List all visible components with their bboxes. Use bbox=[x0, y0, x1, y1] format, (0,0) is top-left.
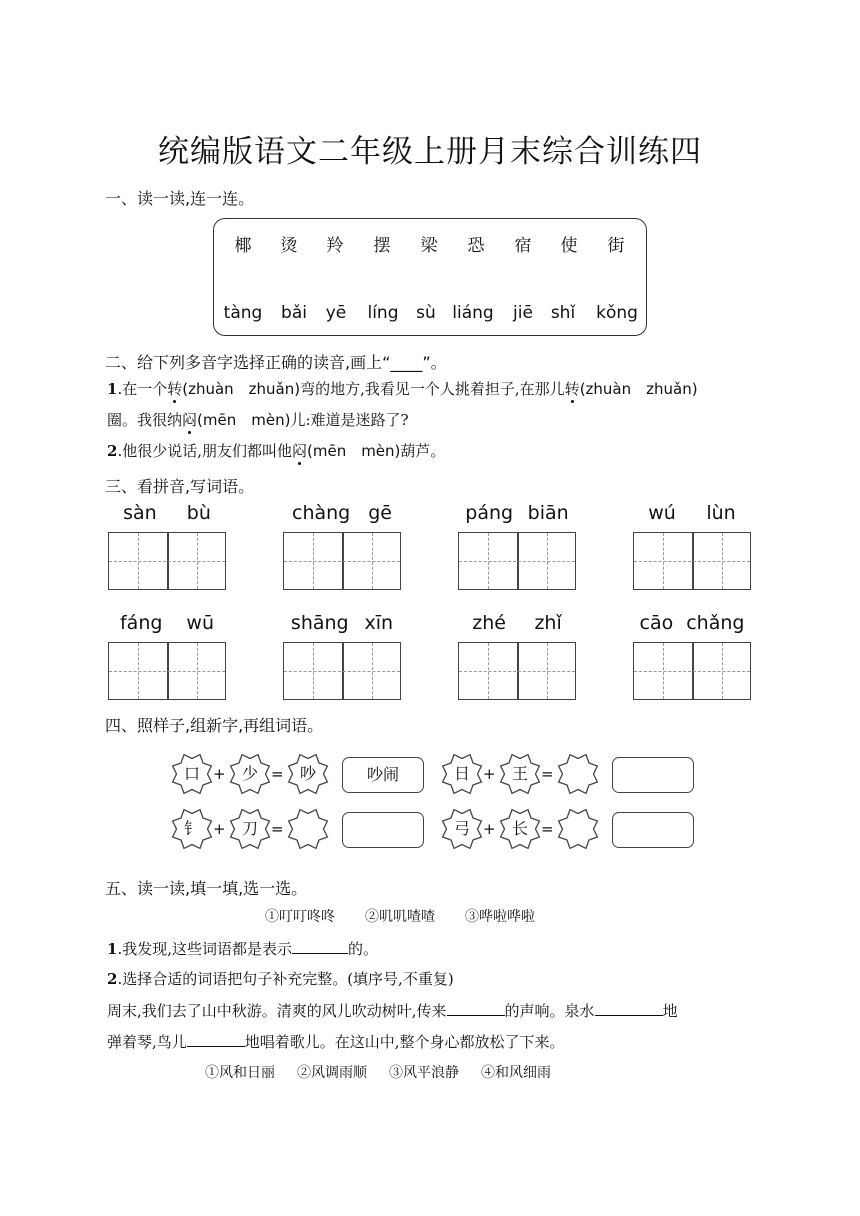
pinyin-options[interactable]: (zhuàn zhuǎn) bbox=[579, 380, 698, 398]
question-number: 1 bbox=[107, 940, 118, 958]
syllable: biān bbox=[527, 502, 569, 524]
syllable: fáng bbox=[119, 612, 163, 634]
option: ③风平浪静 bbox=[389, 1065, 459, 1081]
answer-blank[interactable] bbox=[595, 1001, 663, 1016]
star-char-box[interactable] bbox=[499, 808, 541, 850]
text: 葫芦。 bbox=[400, 442, 446, 460]
pinyin-label bbox=[108, 612, 226, 634]
answer-blank[interactable] bbox=[447, 1001, 505, 1016]
star-char bbox=[557, 753, 599, 795]
writing-grid[interactable] bbox=[633, 642, 751, 700]
writing-grid[interactable] bbox=[633, 532, 751, 590]
pinyin-options[interactable]: (mēn mèn) bbox=[197, 411, 291, 429]
hanzi-char[interactable]: 街 bbox=[607, 236, 625, 256]
section3-heading: 三、看拼音,写词语。 bbox=[105, 477, 255, 496]
pinyin-item[interactable]: shǐ bbox=[550, 303, 576, 323]
text: .在一个 bbox=[117, 380, 168, 398]
syllable: xīn bbox=[364, 612, 394, 634]
hanzi-char[interactable]: 宿 bbox=[514, 236, 532, 256]
question-2-1-cont bbox=[107, 409, 409, 430]
hanzi-char[interactable]: 梁 bbox=[420, 236, 438, 256]
syllable: chǎng bbox=[686, 612, 745, 634]
text: 的。 bbox=[347, 940, 378, 958]
question-number: 2 bbox=[107, 970, 118, 988]
syllable: gē bbox=[368, 502, 392, 524]
star-char-box[interactable] bbox=[287, 753, 329, 795]
matching-box bbox=[213, 218, 647, 336]
hanzi-char[interactable]: 椰 bbox=[234, 236, 252, 256]
question-5-2 bbox=[107, 968, 454, 989]
syllable: shāng bbox=[290, 612, 349, 634]
pinyin-item[interactable]: bǎi bbox=[281, 303, 307, 323]
pinyin-label bbox=[633, 502, 751, 524]
equals-sign: = bbox=[541, 820, 554, 838]
plus-sign: + bbox=[213, 820, 226, 838]
equals-sign: = bbox=[271, 820, 284, 838]
writing-grid[interactable] bbox=[108, 642, 226, 700]
pinyin-item[interactable]: liáng bbox=[452, 303, 494, 323]
plus-sign: + bbox=[483, 820, 496, 838]
section2-heading: 二、给下列多音字选择正确的读音,画上“____”。 bbox=[105, 353, 447, 372]
star-char: 刀 bbox=[241, 819, 258, 838]
options-onomatopoeia bbox=[265, 906, 535, 926]
option: ①风和日丽 bbox=[205, 1065, 275, 1081]
pinyin-label bbox=[458, 502, 576, 524]
syllable: zhé bbox=[472, 612, 506, 634]
star-char-box[interactable] bbox=[557, 808, 599, 850]
answer-blank[interactable] bbox=[187, 1032, 245, 1047]
star-char: 钅 bbox=[183, 819, 200, 838]
text: 圈。我很纳 bbox=[107, 411, 183, 429]
star-char bbox=[557, 808, 599, 850]
pinyin-item[interactable]: yē bbox=[325, 303, 347, 323]
polyphone-char: 闷 bbox=[291, 442, 307, 460]
text: .我发现,这些词语都是表示 bbox=[117, 940, 292, 958]
text: 周末,我们去了山中秋游。清爽的风儿吹动树叶,传来 bbox=[107, 1002, 447, 1020]
text: 地 bbox=[662, 1002, 678, 1020]
star-char: 日 bbox=[453, 764, 470, 783]
word-answer-box[interactable] bbox=[612, 757, 694, 793]
syllable: wú bbox=[648, 502, 676, 524]
question-2-1 bbox=[107, 378, 698, 399]
options-idioms bbox=[205, 1062, 551, 1082]
star-char: 少 bbox=[241, 764, 258, 783]
pinyin-item[interactable]: líng bbox=[367, 303, 399, 323]
pinyin-item[interactable]: jiē bbox=[513, 303, 533, 323]
star-char bbox=[287, 808, 329, 850]
polyphone-char: 转 bbox=[564, 380, 580, 398]
syllable: páng bbox=[465, 502, 514, 524]
option: ④和风细雨 bbox=[481, 1065, 551, 1081]
hanzi-char[interactable]: 恐 bbox=[467, 236, 485, 256]
writing-grid[interactable] bbox=[458, 642, 576, 700]
page-title: 统编版语文二年级上册月末综合训练四 bbox=[158, 134, 702, 170]
word-answer-box[interactable] bbox=[612, 812, 694, 848]
plus-sign: + bbox=[213, 765, 226, 783]
text: 儿:难道是迷路了? bbox=[290, 411, 409, 429]
pinyin-item[interactable]: sù bbox=[416, 303, 436, 323]
pinyin-options[interactable]: (zhuàn zhuǎn) bbox=[182, 380, 301, 398]
polyphone-char: 闷 bbox=[182, 411, 198, 429]
section5-heading: 五、读一读,填一填,选一选。 bbox=[105, 879, 308, 898]
option: ①叮叮咚咚 bbox=[265, 909, 335, 925]
star-char: 长 bbox=[511, 819, 528, 838]
text: .选择合适的词语把句子补充完整。(填序号,不重复) bbox=[117, 970, 454, 988]
word-answer-box[interactable]: 吵闹 bbox=[342, 757, 424, 793]
answer-blank[interactable] bbox=[292, 939, 348, 954]
hanzi-char[interactable]: 烫 bbox=[280, 236, 298, 256]
writing-grid[interactable] bbox=[283, 642, 401, 700]
text: 的声响。泉水 bbox=[504, 1002, 595, 1020]
pinyin-label bbox=[283, 502, 401, 524]
star-char-box[interactable] bbox=[441, 753, 483, 795]
question-number: 2 bbox=[107, 442, 118, 460]
syllable: bù bbox=[186, 502, 211, 524]
pinyin-label bbox=[458, 612, 576, 634]
syllable: sàn bbox=[123, 502, 157, 524]
passage-line-2 bbox=[107, 1031, 565, 1052]
text: .他很少说话,朋友们都叫他 bbox=[117, 442, 292, 460]
option: ③哗啦哗啦 bbox=[465, 909, 535, 925]
text: 地唱着歌儿。在这山中,整个身心都放松了下来。 bbox=[244, 1033, 565, 1051]
star-char-box[interactable] bbox=[287, 808, 329, 850]
star-char-box[interactable] bbox=[171, 753, 213, 795]
hanzi-char[interactable]: 使 bbox=[560, 236, 578, 256]
star-char-box[interactable] bbox=[171, 808, 213, 850]
pinyin-options[interactable]: (mēn mèn) bbox=[307, 442, 401, 460]
syllable: chàng bbox=[292, 502, 351, 524]
writing-grid[interactable] bbox=[283, 532, 401, 590]
option: ②风调雨顺 bbox=[297, 1065, 367, 1081]
star-char-box[interactable] bbox=[499, 753, 541, 795]
pinyin-item[interactable]: kǒng bbox=[596, 303, 638, 323]
pinyin-item[interactable]: tàng bbox=[223, 303, 263, 323]
syllable: zhǐ bbox=[534, 612, 562, 634]
star-char-box[interactable] bbox=[557, 753, 599, 795]
writing-grid[interactable] bbox=[108, 532, 226, 590]
question-2-2 bbox=[107, 440, 445, 461]
star-char: 吵 bbox=[299, 764, 316, 783]
pinyin-label bbox=[283, 612, 401, 634]
star-char: 弓 bbox=[453, 819, 470, 838]
equals-sign: = bbox=[541, 765, 554, 783]
writing-grid[interactable] bbox=[458, 532, 576, 590]
star-char-box[interactable] bbox=[229, 753, 271, 795]
pinyin-label bbox=[633, 612, 751, 634]
polyphone-char: 转 bbox=[167, 380, 183, 398]
star-char: 口 bbox=[183, 764, 200, 783]
passage-line-1 bbox=[107, 1000, 678, 1021]
hanzi-char[interactable]: 羚 bbox=[326, 236, 344, 256]
syllable: lùn bbox=[706, 502, 736, 524]
star-char-box[interactable] bbox=[229, 808, 271, 850]
text: 弯的地方,我看见一个人挑着担子,在那儿 bbox=[300, 380, 565, 398]
question-number: 1 bbox=[107, 380, 118, 398]
star-char: 王 bbox=[511, 764, 528, 783]
hanzi-char[interactable]: 摆 bbox=[373, 236, 391, 256]
syllable: cāo bbox=[639, 612, 674, 634]
text: 弹着琴,鸟儿 bbox=[107, 1033, 187, 1051]
question-5-1 bbox=[107, 938, 378, 959]
word-answer-box[interactable] bbox=[342, 812, 424, 848]
equals-sign: = bbox=[271, 765, 284, 783]
star-char-box[interactable] bbox=[441, 808, 483, 850]
section1-heading: 一、读一读,连一连。 bbox=[105, 189, 255, 208]
pinyin-label bbox=[108, 502, 226, 524]
syllable: wū bbox=[186, 612, 214, 634]
option: ②叽叽喳喳 bbox=[365, 909, 435, 925]
section4-heading: 四、照样子,组新字,再组词语。 bbox=[105, 716, 324, 735]
plus-sign: + bbox=[483, 765, 496, 783]
